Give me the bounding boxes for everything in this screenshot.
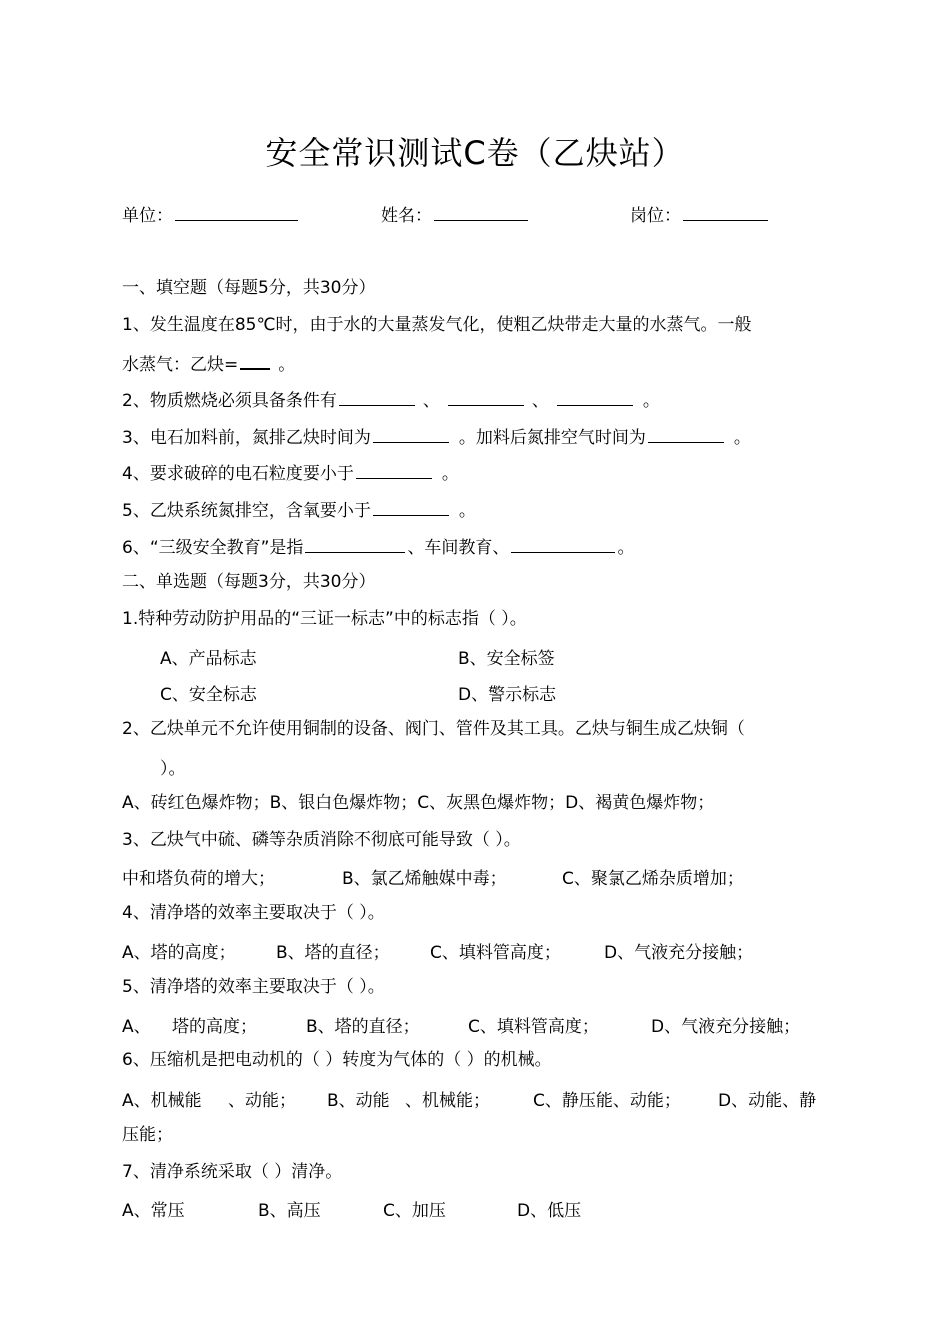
fill-q6-end: 。 [617,538,635,558]
choice-q6-option-b-2[interactable]: 、机械能； [405,1091,490,1111]
fill-q1-end: 。 [278,355,296,375]
choice-q1: 1.特种劳动防护用品的“三证一标志”中的标志指（ ）。 [122,609,527,629]
fill-q6-mid: 、车间教育、 [407,538,510,558]
post-blank[interactable] [683,202,768,221]
choice-q3: 3、乙炔气中硫、磷等杂质消除不彻底可能导致（ ）。 [122,830,521,850]
choice-q4-option-b[interactable]: B、塔的直径； [276,943,390,963]
choice-q4-option-a[interactable]: A、塔的高度； [122,943,236,963]
choice-q5-option-d[interactable]: D、气液充分接触； [651,1017,801,1037]
fill-q3-mid: 。加料后氮排空气时间为 [458,428,646,448]
choice-q1-option-b[interactable]: B、安全标签 [458,649,555,669]
fill-q6-blank-2[interactable] [511,534,615,553]
fill-q4-text: 4、要求破碎的电石粒度要小于 [122,464,354,484]
post-field[interactable] [630,201,770,226]
choice-q6: 6、压缩机是把电动机的（ ）转度为气体的（ ）的机械。 [122,1050,552,1070]
choice-q6-option-b-1[interactable]: B、动能 [327,1091,390,1111]
section2-heading: 二、单选题（每题3分，共30分） [122,572,376,592]
fill-q3-text: 3、电石加料前，氮排乙炔时间为 [122,428,371,448]
choice-q2-line2: ）。 [160,759,186,779]
unit-label: 单位： [122,206,173,226]
unit-field[interactable] [122,201,300,226]
choice-q6-option-c[interactable]: C、静压能、动能； [533,1091,681,1111]
fill-q3 [122,424,751,450]
choice-q7-option-c[interactable]: C、加压 [383,1201,446,1221]
choice-q2-options[interactable]: A、砖红色爆炸物；B、银白色爆炸物；C、灰黑色爆炸物；D、褐黄色爆炸物； [122,793,715,813]
choice-q7-option-b[interactable]: B、高压 [258,1201,321,1221]
fill-q4-blank[interactable] [356,460,432,479]
choice-q1-option-c[interactable]: C、安全标志 [160,685,257,705]
post-label: 岗位： [630,206,681,226]
fill-q1-line2 [122,350,295,377]
fill-q5-text: 5、乙炔系统氮排空，含氧要小于 [122,501,371,521]
fill-q2-blank-2[interactable] [448,387,524,406]
choice-q4-option-d[interactable]: D、气液充分接触； [604,943,754,963]
choice-q6-option-a-2[interactable]: 、动能； [228,1091,296,1111]
choice-q1-option-d[interactable]: D、警示标志 [458,685,557,705]
choice-q3-option-a[interactable]: 中和塔负荷的增大； [122,869,275,889]
fill-q3-end: 。 [733,428,751,448]
fill-q6-blank-1[interactable] [305,534,405,553]
choice-q6-option-d[interactable]: D、动能、静 [718,1091,817,1111]
choice-q6-option-a-1[interactable]: A、机械能 [122,1091,202,1111]
choice-q7-option-d[interactable]: D、低压 [517,1201,582,1221]
name-field[interactable] [381,201,530,226]
fill-q2-sep-2: 、 [531,391,549,411]
choice-q5-option-a-label[interactable]: A、 [122,1017,151,1037]
choice-q3-option-c[interactable]: C、聚氯乙烯杂质增加； [562,869,744,889]
choice-q1-option-a[interactable]: A、产品标志 [160,649,257,669]
fill-q2-blank-3[interactable] [557,387,633,406]
fill-q4 [122,460,459,486]
fill-q3-blank-1[interactable] [373,424,449,443]
choice-q7-option-a[interactable]: A、常压 [122,1201,185,1221]
fill-q5-end: 。 [458,501,476,521]
choice-q2-line1: 2、乙炔单元不允许使用铜制的设备、阀门、管件及其工具。乙炔与铜生成乙炔铜（ [122,719,745,739]
choice-q5: 5、清净塔的效率主要取决于（ ）。 [122,977,385,997]
fill-q2-text: 2、物质燃烧必须具备条件有 [122,391,337,411]
choice-q3-option-b[interactable]: B、氯乙烯触媒中毒； [342,869,507,889]
fill-q5 [122,497,476,523]
fill-q2-blank-1[interactable] [339,387,415,406]
fill-q2-end: 。 [642,391,660,411]
choice-q5-option-b[interactable]: B、塔的直径； [306,1017,420,1037]
fill-q1-blank[interactable] [240,350,270,370]
fill-q2 [122,387,660,413]
name-blank[interactable] [434,202,528,221]
choice-q5-option-c[interactable]: C、填料管高度； [468,1017,599,1037]
section1-heading: 一、填空题（每题5分，共30分） [122,278,376,298]
fill-q1-text: 水蒸气：乙炔= [122,355,239,375]
choice-q5-option-a-text[interactable]: 塔的高度； [172,1017,257,1037]
fill-q3-blank-2[interactable] [648,424,724,443]
page-title: 安全常识测试C卷（乙炔站） [265,134,685,172]
fill-q1-line1: 1、发生温度在85℃时，由于水的大量蒸发气化，使粗乙炔带走大量的水蒸气。一般 [122,315,752,335]
name-label: 姓名： [381,206,432,226]
unit-blank[interactable] [175,202,298,221]
fill-q6-text: 6、“三级安全教育”是指 [122,538,304,558]
fill-q2-sep-1: 、 [422,391,440,411]
choice-q6-option-d-cont: 压能； [122,1125,173,1145]
choice-q7: 7、清净系统采取（ ）清净。 [122,1162,343,1182]
fill-q4-end: 。 [441,464,459,484]
choice-q4-option-c[interactable]: C、填料管高度； [430,943,561,963]
choice-q4: 4、清净塔的效率主要取决于（ ）。 [122,903,385,923]
fill-q6 [122,534,634,560]
fill-q5-blank[interactable] [373,497,449,516]
